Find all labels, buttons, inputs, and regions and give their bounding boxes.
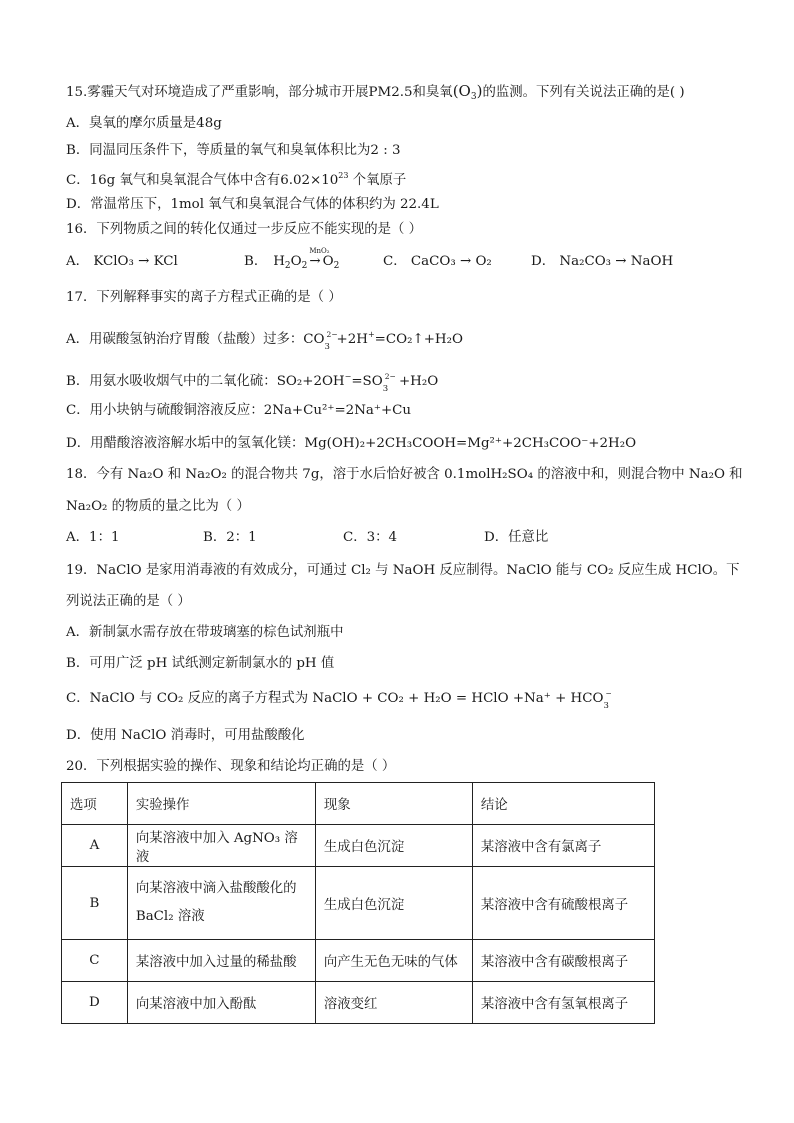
- q20-stem: 20．下列根据实验的操作、现象和结论均正确的是（ ）: [66, 759, 396, 774]
- q16-option-b: B． $H_2O_2$ MnO₂ → $O_2$: [244, 247, 340, 271]
- q15-stem: 15.雾霾天气对环境造成了严重影响，部分城市开展PM2.5和臭氧$(O_3)$的监测。下列有关说法正确的是( ): [66, 82, 685, 102]
- q19-option-c: C．NaClO 与 CO₂ 反应的离子方程式为 NaClO + CO₂ + H₂O = HClO +Na⁺ + HCO − 3: [66, 689, 612, 711]
- table-row: [62, 867, 655, 940]
- table-header: 选项: [62, 783, 128, 825]
- q15-option-d: D．常温常压下，1mol 氧气和臭氧混合气体的体积约为 22.4L: [66, 197, 439, 212]
- q19-stem-line1: 19．NaClO 是家用消毒液的有效成分，可通过 Cl₂ 与 NaOH 反应制得。NaClO 能与 CO₂ 反应生成 HClO。下: [66, 563, 740, 578]
- table-cell-phenomenon: 向产生无色无味的气体: [315, 940, 472, 982]
- q19-stem-line2: 列说法正确的是（ ）: [66, 594, 191, 609]
- table-cell-conclusion: 某溶液中含有碳酸根离子: [472, 940, 654, 982]
- table-cell-option: D: [62, 982, 128, 1024]
- q17-option-d: D．用醋酸溶液溶解水垢中的氢氧化镁：Mg(OH)₂+2CH₃COOH=Mg²⁺+2CH₃COO⁻+2H₂O: [66, 436, 637, 451]
- table-row: [62, 940, 655, 982]
- q18-option-d: D．任意比: [484, 530, 549, 545]
- q18-option-c: C．3：4: [343, 530, 398, 545]
- q20-table: [61, 782, 655, 1024]
- table-row: [62, 982, 655, 1024]
- table-cell-option: C: [62, 940, 128, 982]
- q19-option-a: A．新制氯水需存放在带玻璃塞的棕色试剂瓶中: [66, 625, 344, 640]
- q16-stem: 16．下列物质之间的转化仅通过一步反应不能实现的是（ ）: [66, 222, 423, 237]
- q15-option-b: B．同温同压条件下，等质量的氧气和臭氧体积比为2 : 3: [66, 143, 401, 158]
- table-cell-conclusion: 某溶液中含有硫酸根离子: [472, 867, 654, 940]
- q18-stem-line1: 18．今有 Na₂O 和 Na₂O₂ 的混合物共 7g，溶于水后恰好被含 0.1molH₂SO₄ 的溶液中和，则混合物中 Na₂O 和: [66, 467, 743, 482]
- table-cell-phenomenon: 生成白色沉淀: [315, 867, 472, 940]
- q17-stem: 17．下列解释事实的离子方程式正确的是（ ）: [66, 290, 342, 305]
- q17-option-c: C．用小块钠与硫酸铜溶液反应：2Na+Cu²⁺=2Na⁺+Cu: [66, 403, 412, 418]
- table-row: [62, 825, 655, 867]
- q16-option-a: A． KClO₃ → KCl: [66, 254, 178, 269]
- q18-stem-line2: Na₂O₂ 的物质的量之比为（ ）: [66, 499, 250, 514]
- table-cell-option: A: [62, 825, 128, 867]
- table-header-row: [62, 783, 655, 825]
- table-cell-conclusion: 某溶液中含有氯离子: [472, 825, 654, 867]
- table-cell-operation: 向某溶液中滴入盐酸酸化的 BaCl₂ 溶液: [127, 867, 315, 940]
- table-cell-conclusion: 某溶液中含有氢氧根离子: [472, 982, 654, 1024]
- q19-option-b: B．可用广泛 pH 试纸测定新制氯水的 pH 值: [66, 656, 335, 671]
- q19-option-d: D．使用 NaClO 消毒时，可用盐酸酸化: [66, 728, 305, 743]
- q15-option-c: C．16g 氧气和臭氧混合气体中含有$6.02\times 10^{23}$ 个氧原子: [66, 171, 407, 188]
- table-cell-phenomenon: 生成白色沉淀: [315, 825, 472, 867]
- table-cell-phenomenon: 溶液变红: [315, 982, 472, 1024]
- q15-option-a: A．臭氧的摩尔质量是48g: [66, 116, 222, 131]
- table-header: 结论: [472, 783, 654, 825]
- table-header: 现象: [315, 783, 472, 825]
- table-cell-option: B: [62, 867, 128, 940]
- q16-option-c: C． CaCO₃ → O₂: [383, 254, 492, 269]
- q17-option-b: B．用氨水吸收烟气中的二氧化硫：SO₂+2OH−=SO 2− 3 +H₂O: [66, 372, 439, 394]
- table-header: 实验操作: [127, 783, 315, 825]
- ozone-formula: (O: [452, 82, 471, 100]
- q18-option-b: B．2：1: [203, 530, 257, 545]
- q16-option-d: D． Na₂CO₃ → NaOH: [531, 254, 674, 269]
- table-cell-operation: 向某溶液中加入 AgNO₃ 溶液: [127, 825, 315, 867]
- q18-option-a: A．1：1: [66, 530, 120, 545]
- table-cell-operation: 向某溶液中加入酚酞: [127, 982, 315, 1024]
- table-cell-operation: 某溶液中加入过量的稀盐酸: [127, 940, 315, 982]
- q17-option-a: A．用碳酸氢钠治疗胃酸（盐酸）过多：CO 2− 3 +2H+=CO₂↑+H₂O: [66, 330, 463, 352]
